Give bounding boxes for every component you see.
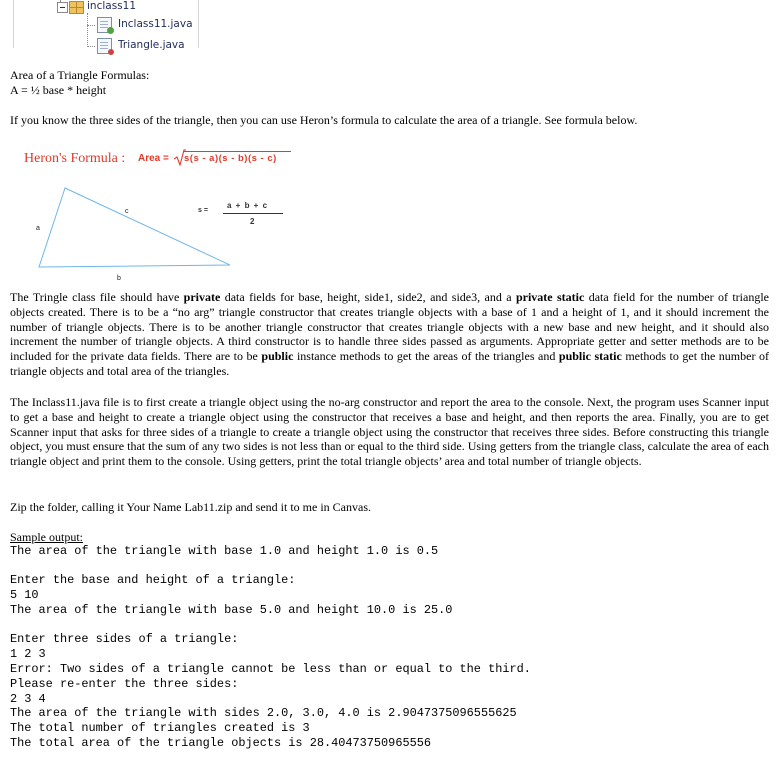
- paragraph-zip: Zip the folder, calling it Your Name Lab11.zip and send it to me in Canvas.: [10, 500, 372, 514]
- heron-title: Heron's Formula :: [24, 151, 126, 166]
- package-icon: [69, 1, 83, 13]
- sample-line: The area of the triangle with base 5.0 and height 10.0 is 25.0: [10, 603, 453, 617]
- sample-line: The total area of the triangle objects is 28.40473750965556: [10, 736, 431, 750]
- sample-line: 1 2 3: [10, 647, 46, 661]
- tree-file-triangle[interactable]: Triangle.java: [118, 39, 185, 51]
- tree-border-right: [198, 0, 199, 48]
- paragraph-inclass11: The Inclass11.java file is to first create a triangle object using the no-arg constructor and report the area to the console. Next, the program uses Scanner input to get a base and height to create a triangle object using the constructor that receives a base and height, and then reports the area. Finally, you are to get Scanner input that asks for three sides of a triangle to create a triangle object using the constructor that receives three sides. Before constructing this triangle object, you must ensure that the sum of any two sides is not less than or equal to the third side. Using getters from the triangle class, calculate the area of each triangle object and print them to the console. Using getters, print the total triangle objects’ area and total number of triangle objects.: [10, 395, 769, 469]
- sample-line: Error: Two sides of a triangle cannot be less than or equal to the third.: [10, 662, 531, 676]
- sample-line: Enter three sides of a triangle:: [10, 632, 239, 646]
- side-label-b: b: [117, 275, 121, 282]
- sample-line: The area of the triangle with sides 2.0, 3.0, 4.0 is 2.9047375096555625: [10, 706, 517, 720]
- tree-folder-label[interactable]: inclass11: [87, 0, 136, 12]
- formulas-heading: Area of a Triangle Formulas:: [10, 68, 150, 82]
- sample-output-heading: Sample output:: [10, 530, 83, 544]
- sample-line: The area of the triangle with base 1.0 and height 1.0 is 0.5: [10, 544, 439, 558]
- sample-line: 2 3 4: [10, 692, 46, 706]
- sample-line: Please re-enter the three sides:: [10, 677, 239, 691]
- area-formula: A = ½ base * height: [10, 83, 107, 97]
- tree-file-inclass11[interactable]: Inclass11.java: [118, 18, 193, 30]
- side-label-c: c: [125, 208, 129, 215]
- triangle-diagram: [30, 185, 230, 270]
- sample-line: 5 10: [10, 588, 39, 602]
- heron-expression: s(s - a)(s - b)(s - c): [184, 153, 277, 164]
- sample-line: Enter the base and height of a triangle:: [10, 573, 296, 587]
- heron-intro: If you know the three sides of the triangle, then you can use Heron’s formula to calculate the area of a triangle. See formula below.: [10, 113, 638, 127]
- java-file-icon: [97, 17, 112, 33]
- paragraph-triangle-class: The Tringle class file should have private data fields for base, height, side1, side2, and side3, and a private static data field for the number of triangle objects created. There is to be a “no arg” triangle constructor that creates triangle objects with a base of 1 and a height of 1, and it should increment the number of triangle objects. There is to be another triangle constructor that creates triangle objects with a new base and new height, and it should also increment the number of triangle objects. A third constructor is to handle three sides passed as arguments. Appropriate getter and setter methods are to be included for the private data fields. There are to be public instance methods to get the areas of the triangles and public static methods to get the number of triangle objects and total area of the triangles.: [10, 290, 769, 378]
- collapse-toggle-icon[interactable]: [57, 2, 68, 13]
- semi-perimeter-numerator: a + b + c: [227, 201, 269, 210]
- semi-perimeter-denominator: 2: [250, 217, 255, 226]
- sample-line: The total number of triangles created is 3: [10, 721, 310, 735]
- side-label-a: a: [36, 225, 40, 232]
- semi-perimeter-label: s =: [198, 207, 208, 214]
- java-file-icon: [97, 38, 112, 54]
- tree-border-left: [13, 0, 14, 48]
- heron-area-label: Area =: [138, 153, 169, 164]
